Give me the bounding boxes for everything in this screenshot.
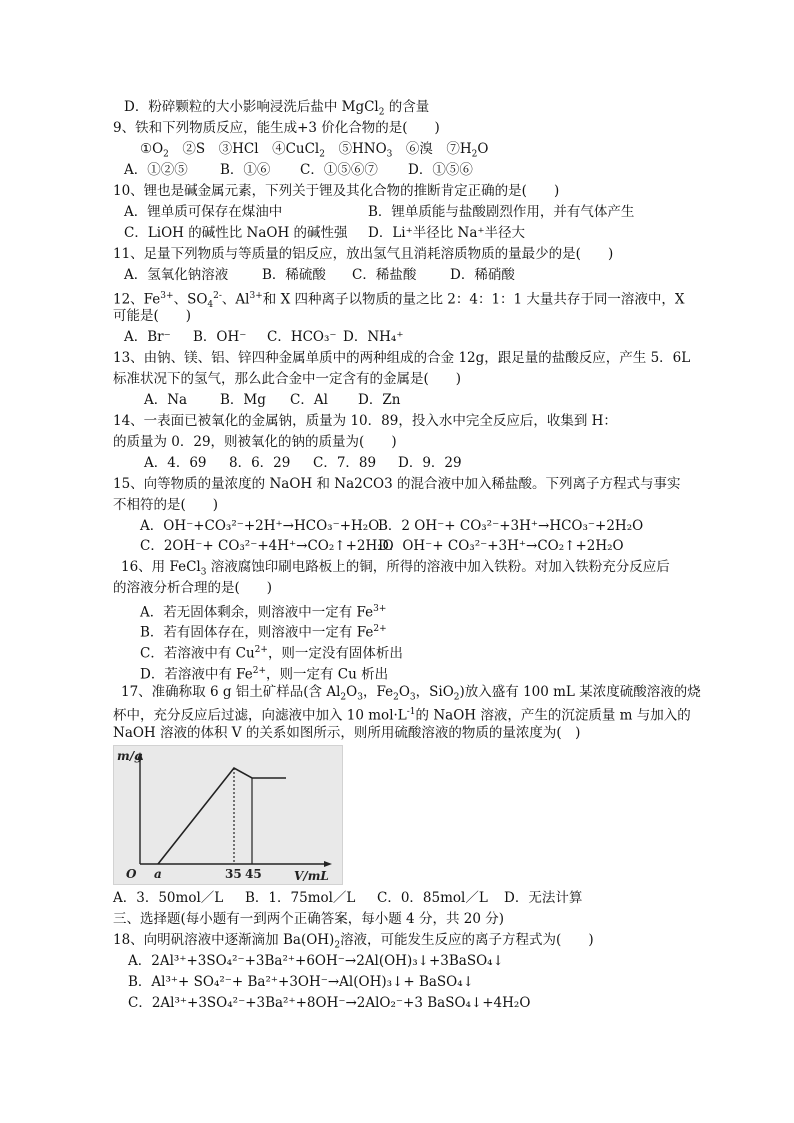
text-run: 12、Fe: [113, 291, 161, 308]
text-run: O: [477, 141, 489, 157]
text-run: 15、向等物质的量浓度的 NaOH 和 Na2CO3 的混合液中加入稀盐酸。下列离子方程式与事实: [113, 476, 681, 492]
answer-option: C．2OH⁻+ CO₃²⁻+4H⁺→CO₂↑+2H₂O: [140, 538, 394, 554]
text-line-q18o2: [128, 973, 474, 991]
text-run: 11、足量下列物质与等质量的铝反应，放出氢气且消耗溶质物质的量最少的是( ): [113, 246, 614, 262]
text-run: 2: [340, 692, 347, 703]
answer-option: D．Zn: [358, 392, 401, 408]
text-run: ，则一定没有固体析出: [267, 645, 403, 662]
text-run: ，Fe: [362, 684, 394, 700]
answer-option: A．3．50mol／L: [113, 890, 224, 906]
answer-option: D．9．29: [398, 455, 462, 471]
text-run: 10、锂也是碱金属元素，下列关于锂及其化合物的推断肯定正确的是( ): [113, 183, 560, 199]
answer-option: C．①⑤⑥⑦: [300, 162, 378, 178]
y-axis-label: m/g: [117, 749, 143, 763]
text-run: 、SO: [173, 291, 208, 308]
text-run: B．Al³⁺+ SO₄²⁻+ Ba²⁺+3OH⁻→Al(OH)₃↓+ BaSO₄↓: [128, 974, 474, 990]
answer-option: D．Li⁺半径比 Na⁺半径大: [368, 225, 526, 241]
text-line-q15b: [113, 496, 218, 514]
text-run: ⑤HNO: [324, 141, 387, 157]
answer-option: C．LiOH 的碱性比 NaOH 的碱性强: [124, 225, 348, 241]
text-run: 3+: [160, 291, 174, 301]
text-line-q16o4: [140, 662, 388, 684]
text-run: 2: [393, 692, 399, 703]
text-line-q12: [113, 287, 685, 314]
a-label: a: [154, 867, 162, 881]
text-run: A．若无固体剩余，则溶液中一定有 Fe: [140, 604, 374, 621]
text-run: B．若有固体存在，则溶液中一定有 Fe: [140, 624, 374, 641]
answer-option: A．Na: [144, 392, 188, 408]
text-line-q17b: [113, 703, 691, 725]
text-run: 16、用 FeCl: [121, 559, 201, 575]
text-run: 2: [319, 149, 325, 160]
text-run: ②S ③HCl ④CuCl: [168, 141, 320, 157]
text-line-q16o3: [140, 641, 403, 663]
answer-option: D．NH₄⁺: [343, 329, 404, 345]
answer-option: A．Br⁻: [124, 329, 171, 345]
answer-option: 8．6．29: [229, 455, 291, 471]
text-run: 3: [409, 692, 416, 703]
answer-option: A．4．69: [144, 455, 207, 471]
text-run: NaOH 溶液的体积 V 的关系如图所示，则所用硫酸溶液的物质的量浓度为( ): [113, 725, 581, 741]
origin-label: O: [126, 867, 137, 881]
text-run: 18、向明矾溶液中逐渐滴加 Ba(OH): [113, 932, 335, 948]
text-line-q12b: [113, 307, 191, 325]
text-run: 17、准确称取 6 g 铝土矿样品(含 Al: [121, 684, 341, 700]
answer-option: A．氢氧化钠溶液: [124, 267, 229, 283]
text-run: 2+: [373, 624, 387, 634]
text-run: -1: [406, 707, 416, 717]
x-axis-label: V/mL: [294, 869, 329, 883]
text-run: ，SiO: [415, 684, 454, 700]
answer-option: B．1．75mol／L: [245, 890, 356, 906]
text-run: D．粉碎颗粒的大小影响浸洗后盐中 MgCl: [124, 99, 379, 115]
text-run: 13、由钠、镁、铝、锌四种金属单质中的两种组成的合金 12g，跟足量的盐酸反应，产生 5．6L: [113, 350, 691, 366]
text-run: 2: [471, 149, 478, 160]
text-run: 的含量: [384, 99, 430, 115]
text-line-q11: [113, 245, 613, 263]
graph-svg: [114, 746, 342, 884]
text-run: 溶液，可能发生反应的离子方程式为( ): [340, 932, 594, 948]
answer-option: B．2 OH⁻+ CO₃²⁻+3H⁺→HCO₃⁻+2H₂O: [378, 518, 644, 534]
text-line-q14: [113, 412, 617, 430]
text-run: 可能是( ): [113, 308, 192, 324]
text-line-q16b: [113, 579, 272, 597]
text-line-q9: [113, 119, 440, 137]
text-line-q15: [113, 475, 680, 493]
text-run: 2: [453, 692, 460, 703]
text-run: ⑥溴 ⑦H: [392, 141, 472, 157]
answer-option: C．Al: [290, 392, 328, 408]
answer-option: D．OH⁻+ CO₃²⁻+3H⁺→CO₂↑+2H₂O: [378, 538, 624, 554]
precipitate-curve: [158, 768, 286, 864]
text-run: 的质量为 0．29，则被氧化的钠的质量为( ): [113, 434, 397, 450]
answer-option: C．稀盐酸: [352, 267, 417, 283]
tick-35-label: 35: [225, 867, 242, 881]
text-run: 2: [378, 107, 385, 118]
text-run: 不相符的是( ): [113, 497, 219, 513]
text-line-sec3: [113, 910, 504, 928]
answer-option: B．OH⁻: [193, 329, 247, 345]
answer-option: A．①②⑤: [124, 162, 188, 178]
text-line-q14b: [113, 433, 397, 451]
text-run: O: [346, 684, 358, 700]
answer-option: C．HCO₃⁻: [267, 329, 337, 345]
text-line-q13: [113, 349, 690, 367]
text-run: 标准状况下的氢气，那么此合金中一定含有的金属是( ): [113, 371, 462, 387]
text-run: 的溶液分析合理的是( ): [113, 580, 273, 596]
text-run: )放入盛有 100 mL 某浓度硫酸溶液的烧: [459, 684, 701, 700]
answer-option: C．0．85mol／L: [377, 890, 488, 906]
text-run: 14、一表面已被氧化的金属钠，质量为 10．89，投入水中完全反应后，收集到 H：: [113, 413, 617, 429]
text-run: 2: [163, 149, 169, 160]
answer-option: D．①⑤⑥: [408, 162, 473, 178]
text-line-q18o1: [128, 952, 504, 970]
answer-option: D．稀硝酸: [450, 267, 515, 283]
answer-option: C．7．89: [313, 455, 377, 471]
text-run: 9、铁和下列物质反应，能生成+3 价化合物的是( ): [113, 120, 440, 136]
text-run: D．若溶液中有 Fe: [140, 666, 253, 683]
text-run: A．2Al³⁺+3SO₄²⁻+3Ba²⁺+6OH⁻→2Al(OH)₃↓+3BaSO₄↓: [128, 953, 504, 969]
text-run: 3: [357, 692, 363, 703]
text-run: 、Al: [221, 291, 250, 308]
text-run: 3: [200, 567, 207, 578]
text-run: 3+: [249, 291, 263, 301]
answer-option: A．OH⁻+CO₃²⁻+2H⁺→HCO₃⁻+H₂O: [140, 518, 380, 534]
text-run: 杯中，充分反应后过滤，向滤液中加入 10 mol·L: [113, 707, 407, 724]
answer-option: B．Mg: [220, 392, 266, 408]
text-run: 2: [334, 940, 341, 951]
answer-option: A．锂单质可保存在煤油中: [124, 204, 283, 220]
text-run: ①O: [140, 141, 164, 157]
text-run: ，则一定有 Cu 析出: [266, 666, 389, 683]
text-run: 2+: [252, 666, 267, 676]
text-run: 溶液腐蚀印刷电路板上的铜，所得的溶液中加入铁粉。对加入铁粉充分反应后: [206, 559, 670, 575]
text-run: O: [398, 684, 410, 700]
text-run: C．2Al³⁺+3SO₄²⁻+3Ba²⁺+8OH⁻→2AlO₂⁻+3 BaSO₄↓+4H₂O: [128, 995, 531, 1011]
text-run: 的 NaOH 溶液，产生的沉淀质量 m 与加入的: [415, 707, 691, 724]
text-run: C．若溶液中有 Cu: [140, 645, 255, 662]
text-line-q13b: [113, 370, 461, 388]
text-line-q16o1: [140, 600, 386, 622]
tick-45-label: 45: [245, 867, 262, 881]
answer-option: B．锂单质能与盐酸剧烈作用，并有气体产生: [368, 204, 635, 220]
answer-option: B．稀硫酸: [262, 267, 326, 283]
precipitate-graph: [113, 745, 343, 885]
text-run: 和 X 四种离子以物质的量之比 2：4：1：1 大量共存于同一溶液中，X: [262, 291, 685, 308]
text-run: 三、选择题(每小题有一到两个正确答案，每小题 4 分，共 20 分): [113, 911, 504, 927]
text-line-q18o3: [128, 994, 530, 1012]
x-axis-arrow: [324, 861, 332, 867]
text-run: 3+: [373, 604, 387, 614]
answer-option: B．①⑥: [220, 162, 271, 178]
text-run: 2-: [213, 291, 222, 301]
text-line-q10: [113, 182, 559, 200]
answer-option: D．无法计算: [504, 890, 583, 906]
text-line-q17c: [113, 724, 580, 742]
text-run: 4: [207, 300, 214, 311]
text-line-q16o2: [140, 620, 387, 642]
text-run: 2+: [254, 645, 268, 655]
text-run: 3: [386, 149, 393, 160]
